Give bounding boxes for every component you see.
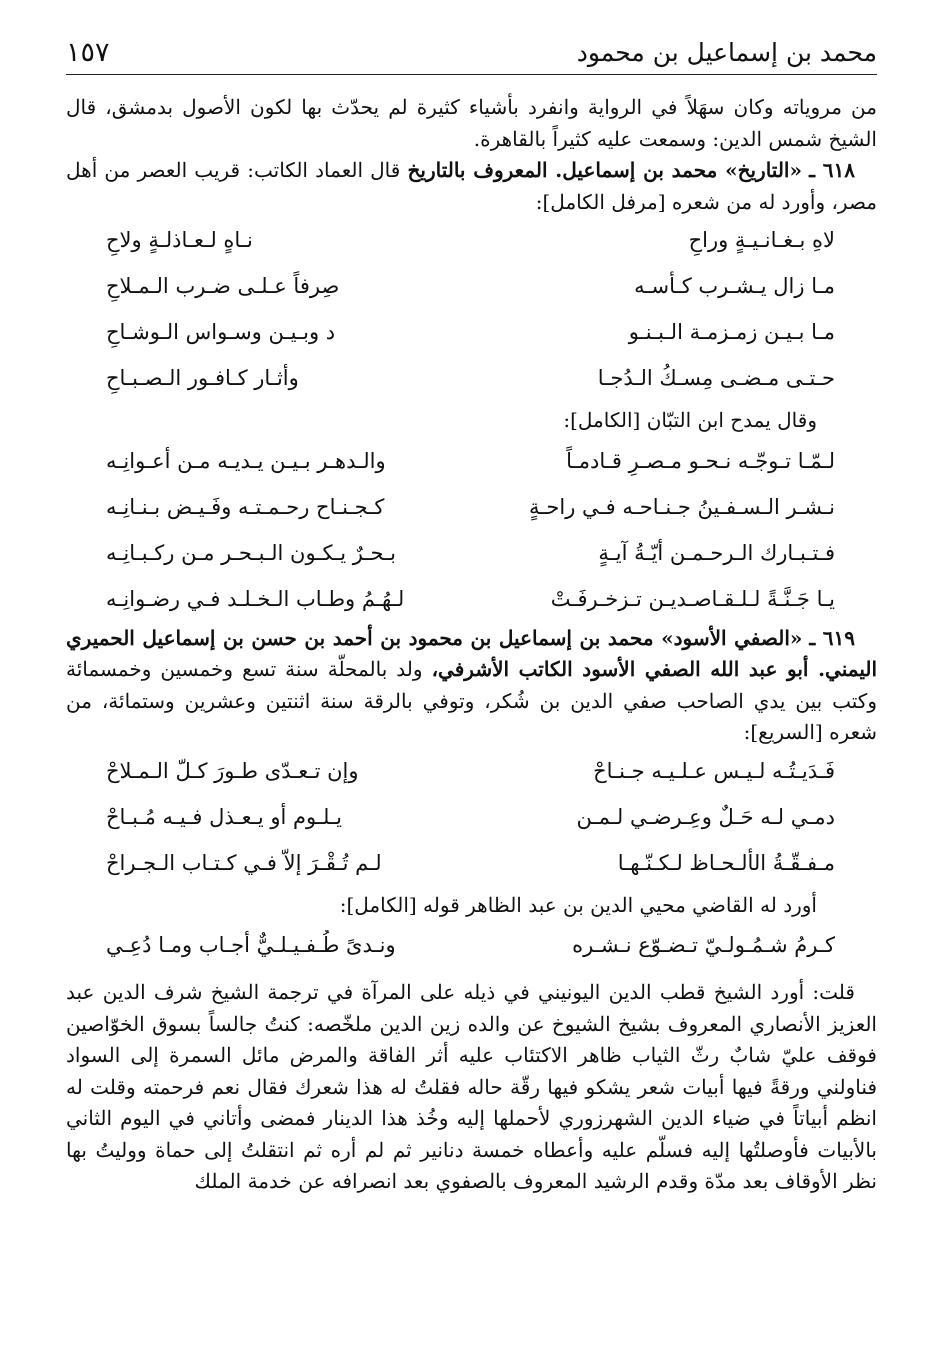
verse-line: [66, 356, 877, 402]
page-header: [66, 30, 877, 75]
poem-2-intro: وقال يمدح ابن التبّان [الكامل]:: [563, 408, 817, 432]
entry-618-text: قال العماد الكاتب: قريب العصر من أهل مصر، وأورد له من شعره [مرفل الكامل]:: [66, 158, 877, 214]
verse-second-hemistich: صِرفاً عـلـى ضـرب الـمـلاحِ: [106, 274, 340, 299]
entry-618-heading: «التاريخ» محمد بن إسماعيل. المعروف بالتاريخ: [407, 158, 802, 182]
verse-first-hemistich: مـفـقّـةُ الألـحـاظ لـكـنّـهـا: [617, 850, 835, 875]
poem-4: [66, 923, 877, 969]
verse-line: [66, 577, 877, 623]
verse-first-hemistich: يـا جَـنَّـةً لـلـقـاصـديـن تـزخـرفَـتْ: [550, 586, 835, 611]
verse-first-hemistich: كـرمُ شـمُـولـيّ تـضـوّع نـشـره: [572, 933, 835, 958]
entry-619-number: ٦١٩ ـ: [809, 625, 856, 650]
poem-3: [66, 749, 877, 887]
verse-second-hemistich: لـم تُـقْـرَ إلاّ فـي كـتـاب الـجـراحْ: [106, 850, 382, 875]
verse-first-hemistich: مـا زال يـشـرب كـأسـه: [634, 274, 835, 299]
verse-line: [66, 264, 877, 310]
entry-618: [66, 155, 877, 218]
entry-618-number: ٦١٨ ـ: [809, 158, 856, 182]
verse-second-hemistich: كـجـنـاح رحـمـتـه وفَـيـض بـنـانِـه: [106, 494, 385, 519]
verse-first-hemistich: دمـي لـه حَـلٌ وعِـرضـي لـمـن: [576, 804, 835, 829]
verse-second-hemistich: بـحـرٌ يـكـون الـبـحـر مـن ركـبـانِـه: [106, 540, 397, 565]
commentary-paragraph: قلت: أورد الشيخ قطب الدين اليونيني في ذيله على المرآة في ترجمة الشيخ شرف الدين عبد العزيز الأنصاري المعروف بشيخ الشيوخ عن والده زين الدين ملخّصه: كنتُ جالساً بسوق الخوّاصين فوقف عليّ شابٌ رثّ الثياب ظاهر الاكتئاب عليه أثر الفاقة والمرض مائل السمرة إلى السواد فناولني ورقةً فيها أبيات شعر يشكو فيها رقّة حاله فقلتُ له هذا شعرك فقال نعم فرحمته وقلت له انظم أبياتاً في ضياء الدين الشهرزوري لأحملها إليه وخُذ هذا الدينار فمضى وأتاني في اليوم الثاني بالأبيات فأوصلتُها إليه فسلّم عليه وأعطاه خمسة دنانير ثم لم أره ثم انتقلتُ إلى حماة ووليتُ بها نظر الأوقاف بعد مدّة وقدم الرشيد المعروف بالصفوي بعد انصرافه عن خدمة الملك: [66, 980, 878, 1193]
verse-line: [66, 795, 877, 841]
verse-first-hemistich: لـمّـا تـوجّـه نـحـو مـصـرِ قـادمـاً: [566, 448, 835, 473]
verse-second-hemistich: وإن تـعـدّى طـورَ كـلّ الـمـلاحْ: [106, 758, 359, 783]
verse-second-hemistich: يـلـوم أو يـعـذل فـيـه مُـبـاحْ: [106, 804, 342, 829]
verse-second-hemistich: نـاهٍ لـعـاذلـةٍ ولاحِ: [106, 228, 253, 253]
entry-619-text: ولد بالمحلّة سنة تسع وخمسين وخمسمائة وكتب بين يدي الصاحب صفي الدين بن شُكر، وتوفي بالرقة سنة اثنتين وعشرين وستمائة، من شعره [السريع]:: [66, 657, 877, 744]
verse-first-hemistich: فـتـبـارك الـرحـمـن أيّـةُ آيـةٍ: [598, 540, 835, 565]
poem-2: [66, 439, 877, 623]
verse-second-hemistich: ونـدىً طُـفـيـلـيٌّ أجـاب ومـا دُعِـي: [106, 933, 396, 958]
verse-line: [66, 841, 877, 887]
verse-line: [66, 218, 877, 264]
verse-line: [66, 749, 877, 795]
verse-second-hemistich: لـهُـمُ وطـاب الـخـلـد فـي رضـوانِـه: [106, 586, 405, 611]
verse-line: [66, 485, 877, 531]
verse-first-hemistich: حـتـى مـضـى مِسـكُ الـدُجـا: [597, 366, 835, 391]
page-body: [66, 92, 877, 1198]
poem-1: [66, 218, 877, 402]
verse-first-hemistich: لاهِ بـغـانـيـةٍ وراحِ: [688, 228, 835, 253]
entry-619-heading: «الصفي الأسود» محمد بن إسماعيل بن محمود بن أحمد بن حسن بن إسماعيل الحميري اليمني. أبو عبد الله الصفي الأسود الكاتب الأشرفي،: [66, 625, 878, 681]
verse-first-hemistich: مـا بـيـن زمـزمـة الـبـنـو: [628, 320, 835, 345]
verse-line: [66, 310, 877, 356]
poem-4-intro: أورد له القاضي محيي الدين بن عبد الظاهر قوله [الكامل]:: [339, 892, 817, 917]
verse-first-hemistich: فَـدَيـتُـه لـيـس عـلـيـه جـنـاحْ: [593, 758, 835, 783]
verse-second-hemistich: د وبـيـن وسـواس الـوشـاحِ: [106, 320, 336, 345]
page-number: ١٥٧: [66, 36, 110, 68]
paragraph-continuation: من مروياته وكان سهَلاً في الرواية وانفرد بأشياء كثيرة لم يحدّث بها لكون الأصول بدمشق، قال الشيخ شمس الدين: وسمعت عليه كثيراً بالقاهرة.: [66, 95, 877, 151]
verse-line: [66, 923, 877, 969]
verse-second-hemistich: والـدهـر بـيـن يـديـه مـن أعـوانِـه: [106, 448, 386, 473]
verse-line: [66, 439, 877, 485]
entry-619: [66, 623, 877, 749]
verse-line: [66, 531, 877, 577]
verse-first-hemistich: نـشـر الـسـفـينُ جـنـاحـه فـي راحـةٍ: [528, 494, 835, 519]
running-title: محمد بن إسماعيل بن محمود: [576, 37, 877, 67]
verse-second-hemistich: وأثـار كـافـور الـصـبـاحِ: [106, 366, 299, 391]
